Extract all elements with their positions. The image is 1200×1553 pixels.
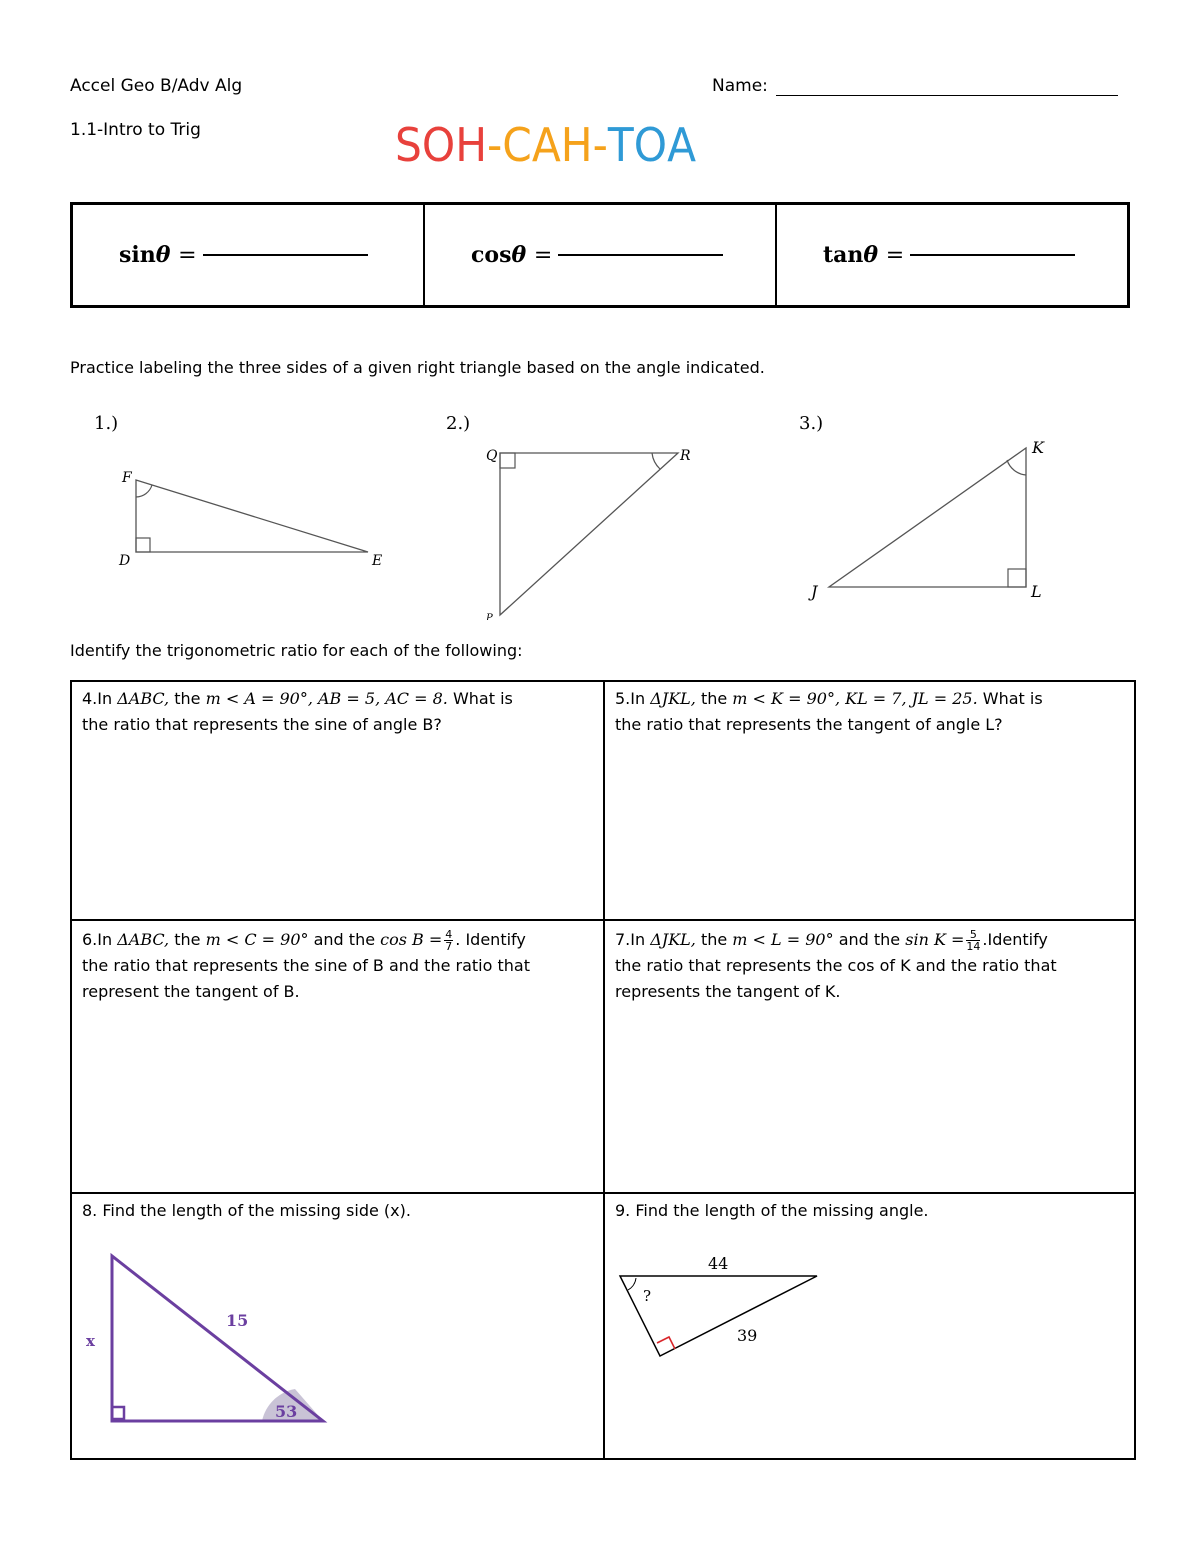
unknown-angle-label: ? [643,1287,652,1305]
problem-9-triangle [605,1234,865,1384]
sin-fn: sin [119,242,156,268]
angle-arc [1007,460,1026,475]
problem-text: the [169,689,206,708]
triangle-name: ΔJKL, [650,689,696,708]
problem-text: the [169,930,206,949]
equals-sign: = [533,243,553,268]
theta-symbol: θ [863,242,879,268]
soh-cah-toa-logo [395,118,696,172]
problem-grid [70,680,1136,1460]
top-side-label: 44 [708,1254,729,1273]
problem-text: Find the length of the missing angle. [630,1201,929,1220]
cos-blank-line[interactable] [558,254,723,256]
problem-text: the [695,689,733,708]
triangle-name: ΔABC, [117,689,170,708]
problem-text-line2: the ratio that represents the tangent of angle L? [615,715,1003,734]
problem-text-line2: the ratio that represents the cos of K and the ratio that [615,956,1057,975]
problem-text-line2: the ratio that represents the sine of B and the ratio that [82,956,530,975]
logo-letter: A [667,118,697,172]
name-label: Name: [712,76,768,96]
course-title: Accel Geo B/Adv Alg [70,76,243,96]
logo-letter: S [395,118,422,172]
sin-expression: sin K = [905,930,965,949]
condition: m < L = 90° [732,930,834,949]
name-line[interactable] [776,95,1118,96]
condition: m < A = 90°, AB = 5, AC = 8. [205,689,448,708]
right-angle-marker [136,538,150,552]
problem-6[interactable] [72,921,603,1192]
vertex-label-d: D [119,553,131,569]
identify-instruction: Identify the trigonometric ratio for each of the following: [70,641,523,660]
equals-sign: = [178,243,197,268]
vertex-label-p: P [486,613,493,620]
practice-instruction: Practice labeling the three sides of a given right triangle based on the angle indicated. [70,358,765,377]
problem-text: What is [977,689,1043,708]
triangle-2-figure [440,405,740,620]
theta-symbol: θ [511,242,527,268]
problem-number: 6. [82,930,98,949]
problem-text: and the [308,930,381,949]
fraction-numerator: 5 [966,929,980,941]
angle-arc [628,1278,636,1290]
triangle-3-figure [795,405,1095,605]
tan-blank-line[interactable] [910,254,1075,256]
vertex-label-q: Q [486,448,498,464]
side-label: 39 [737,1326,758,1345]
triangle-shape [112,1256,323,1421]
triangle-3-number: 3.) [799,413,824,434]
hypotenuse-label: 15 [226,1311,249,1330]
fraction-denominator: 7 [445,940,453,953]
logo-letter: O [421,118,456,172]
problem-4[interactable] [72,682,603,919]
problem-text: In [97,689,118,708]
problem-text-line3: represent the tangent of B. [82,982,300,1001]
problem-number: 8. [82,1201,98,1220]
cos-expression: cos B = [380,930,443,949]
problem-text-line3: represents the tangent of K. [615,982,841,1001]
triangle-name: ΔJKL, [650,930,696,949]
problem-8-triangle [72,1224,372,1424]
vertex-label-j: J [811,582,818,601]
problem-number: 9. [615,1201,631,1220]
right-angle-marker [112,1407,124,1419]
triangle-1-number: 1.) [94,413,119,434]
theta-symbol: θ [155,242,171,268]
condition: m < K = 90°, KL = 7, JL = 25. [732,689,978,708]
logo-letter: - [487,118,503,172]
triangle-name: ΔABC, [117,930,170,949]
logo-letter: A [531,118,561,172]
condition: m < C = 90° [205,930,309,949]
side-label-x: x [86,1332,95,1350]
problem-9[interactable] [605,1194,1134,1458]
cos-fn: cos [471,242,512,268]
fraction [966,929,980,952]
problem-number: 7. [615,930,631,949]
vertex-label-r: R [680,448,691,464]
right-angle-marker [657,1337,675,1349]
vertex-label-e: E [372,553,383,569]
triangle-2-shape [500,453,678,615]
problem-text-line2: the ratio that represents the sine of angle B? [82,715,442,734]
triangle-3-shape [829,448,1026,587]
problem-8[interactable] [72,1194,603,1458]
right-angle-marker [500,453,515,468]
problem-text: In [630,930,651,949]
logo-letter: C [502,118,532,172]
vertex-label-k: K [1032,438,1044,457]
problem-number: 4. [82,689,98,708]
right-angle-marker [1008,569,1026,587]
problem-number: 5. [615,689,631,708]
problem-text: What is [447,689,513,708]
logo-letter: O [633,118,668,172]
problem-text: Find the length of the missing side (x). [97,1201,411,1220]
problem-text: the [695,930,733,949]
logo-letter: H [455,118,488,172]
logo-letter: T [607,118,634,172]
cos-cell [425,205,777,305]
tan-fn: tan [823,242,864,268]
problem-text: In [630,689,651,708]
logo-letter: - [592,118,608,172]
vertex-label-l: L [1031,582,1042,601]
problem-text: and the [833,930,906,949]
ratio-table [70,202,1130,308]
triangle-2-number: 2.) [446,413,471,434]
logo-letter: H [560,118,593,172]
problem-text: .Identify [982,930,1048,949]
fraction [444,929,453,952]
problem-text: In [97,930,118,949]
vertex-label-f: F [122,470,132,486]
triangle-1-shape [136,480,368,552]
angle-arc [652,453,660,469]
lesson-title: 1.1-Intro to Trig [70,120,201,140]
fraction-denominator: 14 [966,940,981,953]
equals-sign: = [885,243,905,268]
angle-arc [136,485,152,497]
angle-label: 53 [275,1402,298,1421]
tan-cell [777,205,1127,305]
problem-text: . Identify [455,930,526,949]
problem-5[interactable] [605,682,1134,919]
triangle-1-figure [90,405,410,585]
sin-cell [73,205,425,305]
sin-blank-line[interactable] [203,254,368,256]
problem-7[interactable] [605,921,1134,1192]
fraction-numerator: 4 [445,928,453,941]
